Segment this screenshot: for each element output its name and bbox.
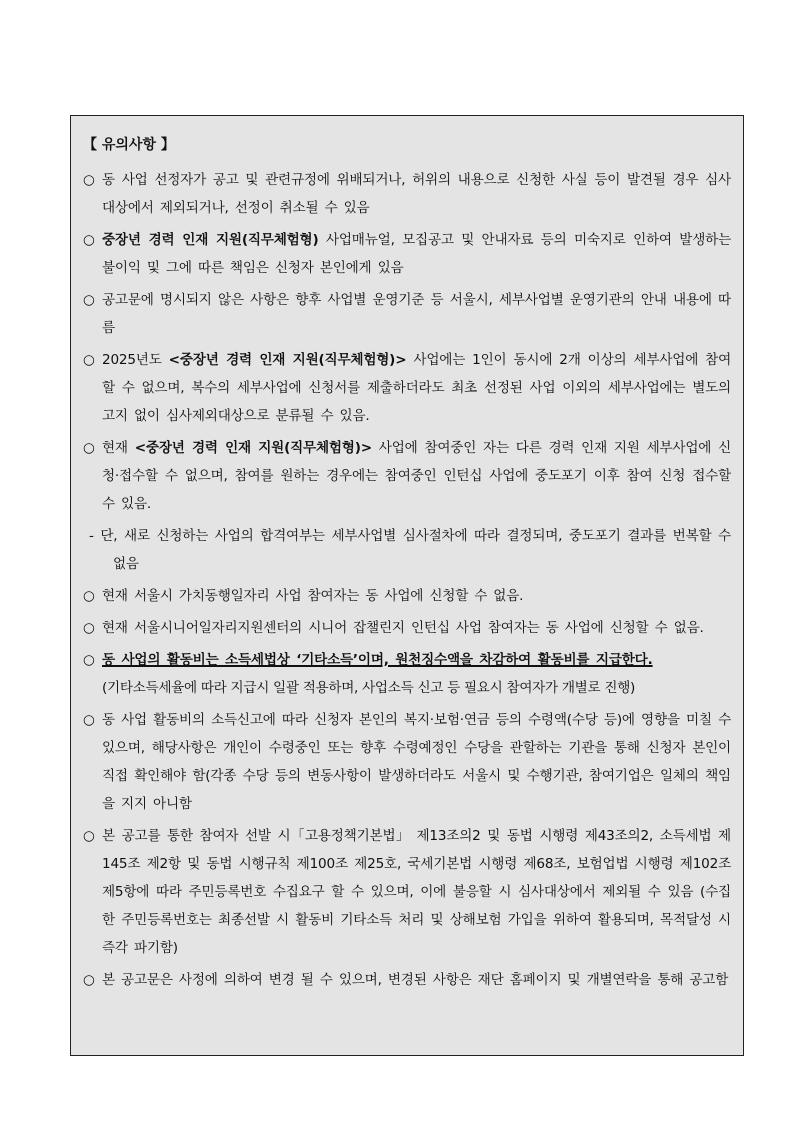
notice-item [83,166,731,222]
item-text: 사업에는 1인이 동시에 2개 이상의 세부사업에 참여할 수 없으며, 복수의 세부사업에 신청서를 제출하더라도 최초 선정된 사업 이외의 세부사업에는 별도의 고지 없이 심사제외대상으로 분류될 수 있음. [102,352,731,424]
item-text: 본 공고문은 사정에 의하여 변경 될 수 있으며, 변경된 사항은 재단 홈페이지 및 개별연락을 통해 공고함 [102,972,729,988]
circle-bullet-icon: ○ [83,232,95,248]
item-text: 동 사업 활동비의 소득신고에 따라 신청자 본인의 복지·보험·연금 등의 수령액(수당 등)에 영향을 미칠 수 있으며, 해당사항은 개인이 수령중인 또는 향후 수령예정인 수당을 관할하는 기관을 통해 신청자 본인이 직접 확인해야 함(각종 수당 등의 변동사항이 발생하더라도 서울시 및 수행기관, 참여기업은 일체의 책임을 지지 아니함 [102,712,731,812]
item-text: 공고문에 명시되지 않은 사항은 향후 사업별 운영기준 등 서울시, 세부사업별 운영기관의 안내 내용에 따름 [102,292,731,336]
notice-item [83,646,731,674]
notice-item [83,286,731,342]
item-text: 동 사업 선정자가 공고 및 관련규정에 위배되거나, 허위의 내용으로 신청한 사실 등이 발견될 경우 심사대상에서 제외되거나, 선정이 취소될 수 있음 [102,172,731,216]
circle-bullet-icon: ○ [83,352,95,368]
circle-bullet-icon: ○ [83,972,95,988]
notice-box [70,115,744,1056]
notice-item [83,346,731,430]
circle-bullet-icon: ○ [83,440,95,456]
circle-bullet-icon: ○ [83,828,95,844]
notice-subitem: - 단, 새로 신청하는 사업의 합격여부는 세부사업별 심사절차에 따라 결정되며, 중도포기 결과를 번복할 수 없음 [89,528,731,572]
item-bold-underlined-text: 동 사업의 활동비는 소득세법상 ‘기타소득’이며, 원천징수액을 차감하여 활동비를 지급한다. [102,652,653,668]
notice-item [83,582,731,610]
item-bold-text: 중장년 경력 인재 지원(직무체험형) [102,232,319,248]
item-text: 현재 [102,440,135,456]
item-text: 현재 서울시 가치동행일자리 사업 참여자는 동 사업에 신청할 수 없음. [102,588,524,604]
item-bold-text: <중장년 경력 인재 지원(직무체험형)> [168,352,407,368]
circle-bullet-icon: ○ [83,172,95,188]
item-text: 2025년도 [102,352,169,368]
notice-item [83,966,731,994]
circle-bullet-icon: ○ [83,588,95,604]
circle-bullet-icon: ○ [83,292,95,308]
item-text: 현재 서울시니어일자리지원센터의 시니어 잡챌린지 인턴십 사업 참여자는 동 사업에 신청할 수 없음. [102,620,704,636]
notice-item [83,822,731,962]
item-text: 사업매뉴얼, 모집공고 및 안내자료 등의 미숙지로 인하여 발생하는 불이익 및 그에 따른 책임은 신청자 본인에게 있음 [102,232,731,276]
item-text: 사업에 참여중인 자는 다른 경력 인재 지원 세부사업에 신청·접수할 수 없으며, 참여를 원하는 경우에는 참여중인 인턴십 사업에 중도포기 이후 참여 신청 접수할 수 있음. [102,440,732,512]
notice-item [83,226,731,282]
circle-bullet-icon: ○ [83,620,95,636]
notice-item [83,434,731,518]
circle-bullet-icon: ○ [83,652,95,668]
item-bold-text: <중장년 경력 인재 지원(직무체험형)> [134,440,372,456]
item-text: 본 공고를 통한 참여자 선발 시「고용정책기본법」 제13조의2 및 동법 시행령 제43조의2, 소득세법 제145조 제2항 및 동법 시행규칙 제100조 제25호, 국세기본법 시행령 제68조, 보험업법 시행령 제102조 제5항에 따라 주민등록번호 수집요구 할 수 있으며, 이에 불응할 시 심사대상에서 제외될 수 있음 (수집한 주민등록번호는 최종선발 시 활동비 기타소득 처리 및 상해보험 가입을 위하여 활용되며, 목적달성 시 즉각 파기함) [102,828,731,956]
notice-note: (기타소득세율에 따라 지급시 일괄 적용하며, 사업소득 신고 등 필요시 참여자가 개별로 진행) [102,680,636,696]
notice-item [83,614,731,642]
notice-item [83,706,731,818]
circle-bullet-icon: ○ [83,712,95,728]
notice-heading: 【 유의사항 】 [83,137,175,153]
